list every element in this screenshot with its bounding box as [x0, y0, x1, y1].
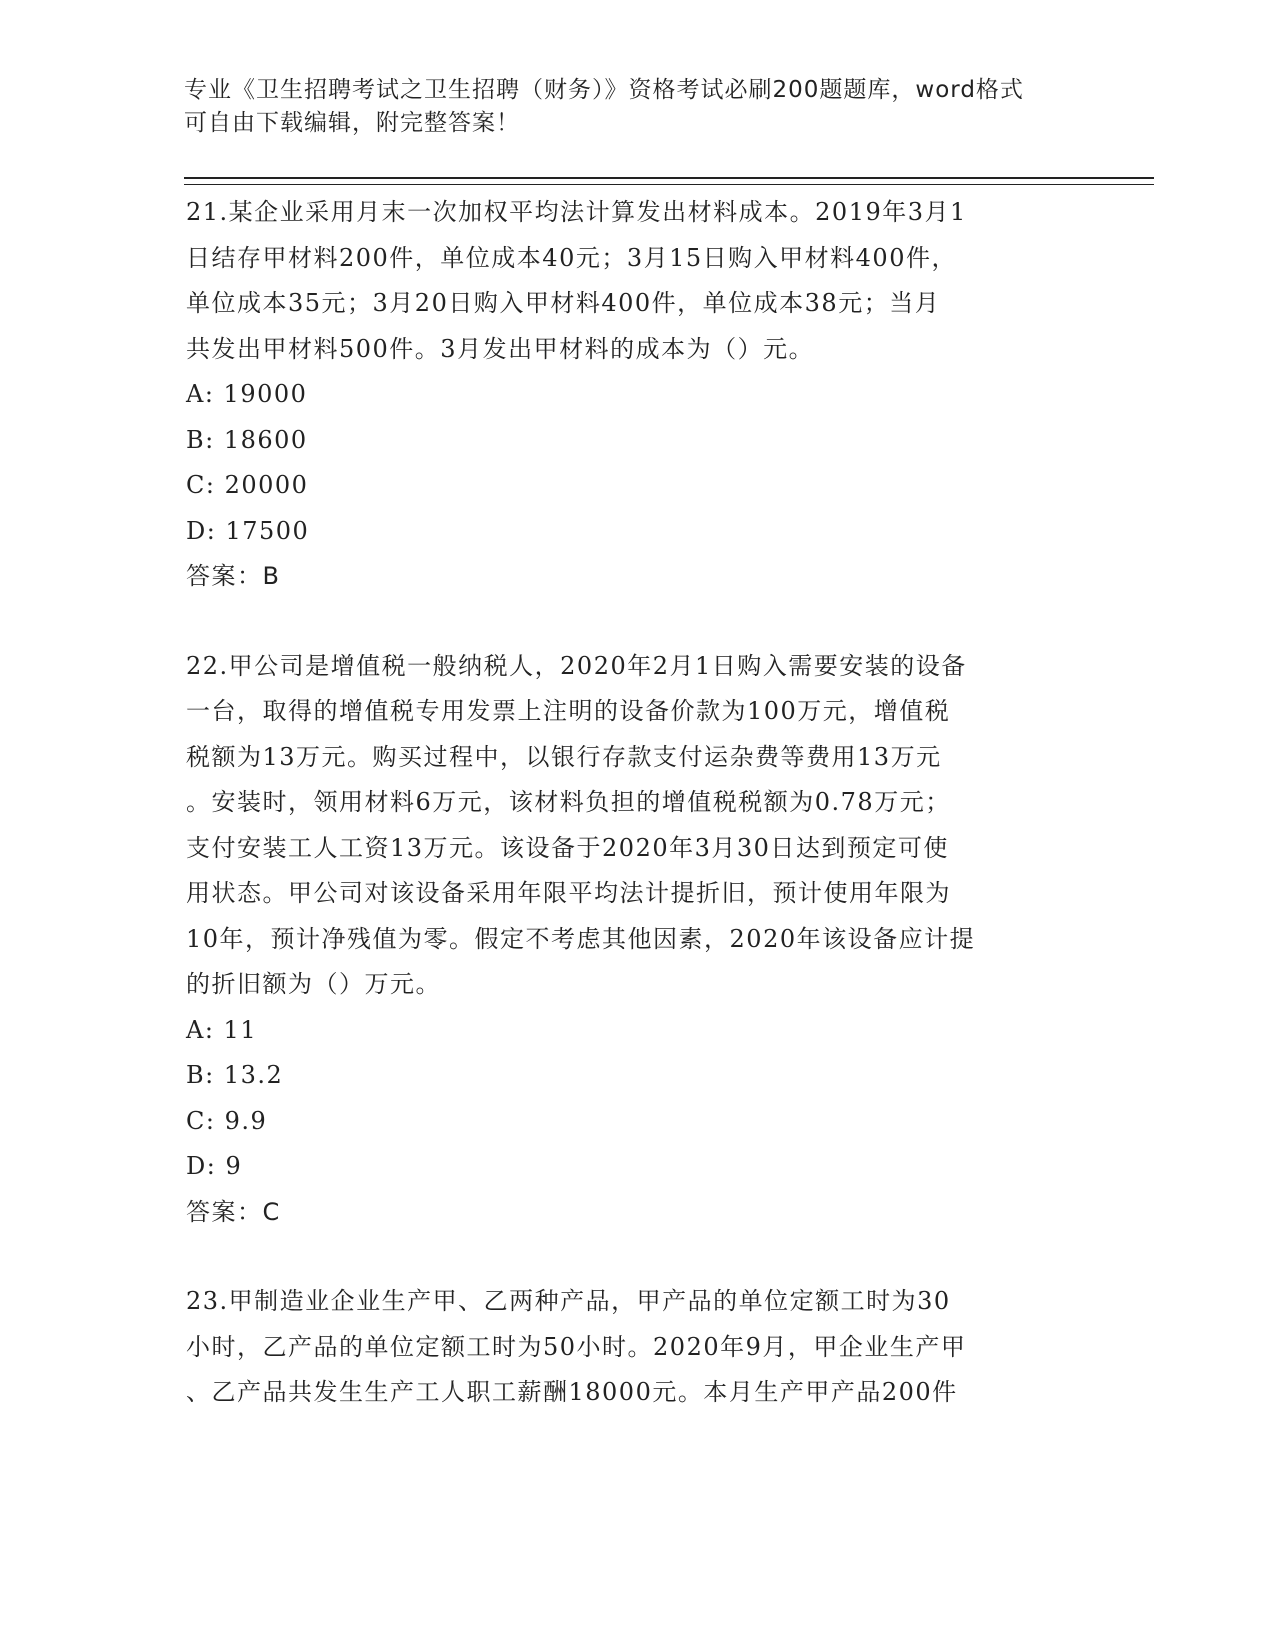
question-22-stem	[186, 644, 1066, 1008]
question-line: 小时，乙产品的单位定额工时为50小时。2020年9月，甲企业生产甲	[186, 1332, 967, 1361]
question-22	[186, 644, 1066, 1236]
question-line: 10年，预计净残值为零。假定不考虑其他因素，2020年该设备应计提	[186, 924, 976, 953]
question-23-stem	[186, 1279, 1066, 1416]
option-c: C: 20000	[186, 471, 309, 499]
question-line: 用状态。甲公司对该设备采用年限平均法计提折旧，预计使用年限为	[186, 879, 951, 907]
document-header	[184, 74, 1064, 140]
question-line: 23.甲制造业企业生产甲、乙两种产品，甲产品的单位定额工时为30	[186, 1287, 951, 1315]
question-line: 21.某企业采用月末一次加权平均法计算发出材料成本。2019年3月1	[186, 198, 967, 226]
question-line: 一台，取得的增值税专用发票上注明的设备价款为100万元，增值税	[186, 697, 951, 725]
option-d: D: 17500	[186, 516, 310, 545]
header-divider-thick	[184, 177, 1154, 179]
option-b: B: 18600	[186, 425, 308, 454]
question-list	[186, 190, 1066, 1416]
option-a: A: 11	[186, 1015, 258, 1044]
question-line: 、乙产品共发生生产工人职工薪酬18000元。本月生产甲产品200件	[186, 1378, 958, 1406]
header-title-line-1: 专业《卫生招聘考试之卫生招聘（财务）》资格考试必刷200题题库，word格式	[184, 77, 1024, 103]
option-a: A: 19000	[186, 380, 308, 408]
answer-line: 答案：B	[186, 562, 281, 590]
question-line: 。安装时，领用材料6万元，该材料负担的增值税税额为0.78万元；	[186, 788, 951, 816]
header-divider-thin	[184, 184, 1154, 185]
question-line: 支付安装工人工资13万元。该设备于2020年3月30日达到预定可使	[186, 833, 949, 862]
question-21	[186, 190, 1066, 600]
answer-line: 答案：C	[186, 1197, 281, 1226]
question-line: 22.甲公司是增值税一般纳税人，2020年2月1日购入需要安装的设备	[186, 651, 967, 680]
option-d: D: 9	[186, 1152, 243, 1180]
question-line: 日结存甲材料200件，单位成本40元；3月15日购入甲材料400件，	[186, 243, 957, 272]
header-title-line-2: 可自由下载编辑，附完整答案！	[184, 110, 520, 136]
option-c: C: 9.9	[186, 1106, 268, 1135]
question-line: 的折旧额为（）万元。	[186, 970, 441, 998]
question-line: 税额为13万元。购买过程中，以银行存款支付运杂费等费用13万元	[186, 742, 942, 771]
question-line: 单位成本35元；3月20日购入甲材料400件，单位成本38元；当月	[186, 289, 941, 317]
question-line: 共发出甲材料500件。3月发出甲材料的成本为（）元。	[186, 334, 815, 363]
question-spacer	[186, 1235, 1066, 1279]
question-21-stem	[186, 190, 1066, 372]
option-b: B: 13.2	[186, 1061, 284, 1089]
question-23	[186, 1279, 1066, 1416]
question-spacer	[186, 600, 1066, 644]
